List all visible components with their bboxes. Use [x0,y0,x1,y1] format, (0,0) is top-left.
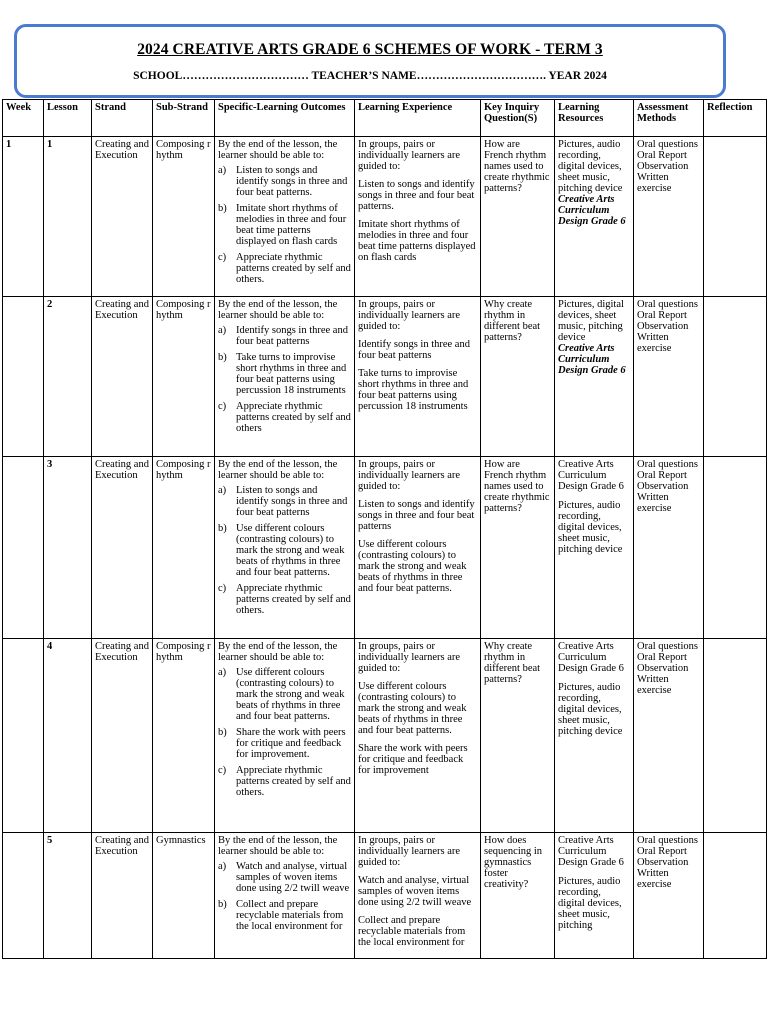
assessment-method: Observation [637,161,689,172]
sub-strand-cell: Composing rhythm [153,639,215,833]
document-title: 2024 CREATIVE ARTS GRADE 6 SCHEMES OF WORK - TERM 3 [137,41,603,58]
reflection-cell [704,297,767,457]
outcome-item [218,861,351,894]
outcomes-cell [215,639,355,833]
outcomes-intro: By the end of the lesson, the learner should be able to: [218,299,338,321]
experience-text: In groups, pairs or individually learners are guided to: [358,641,461,674]
inquiry-cell: How are French rhythm names used to create rhythmic patterns? [481,457,555,639]
experience-text: Imitate short rhythms of melodies in three and four beat time patterns displayed on flash cards [358,219,476,263]
assessment-method: Written exercise [637,674,672,696]
resources-cell [555,639,634,833]
outcome-item [218,485,351,518]
outcome-item [218,727,351,760]
strand-cell: Creating and Execution [92,639,153,833]
experience-text: Identify songs in three and four beat patterns [358,339,470,361]
outcome-marker: a) [218,861,227,872]
outcome-marker: a) [218,325,227,336]
outcomes-intro: By the end of the lesson, the learner should be able to: [218,835,338,857]
outcome-marker: b) [218,352,227,363]
experience-text: Listen to songs and identify songs in three and four beat patterns. [358,179,475,212]
inquiry-cell: Why create rhythm in different beat patterns? [481,639,555,833]
outcome-text: Appreciate rhythmic patterns created by self and others. [236,583,351,616]
assessment-method: Oral Report [637,310,687,321]
outcome-text: Listen to songs and identify songs in three and four beat patterns [236,485,348,518]
column-header: Sub-Strand [153,100,215,137]
table-row [3,297,767,457]
outcomes-intro: By the end of the lesson, the learner should be able to: [218,139,338,161]
resources-curriculum-italic: Creative Arts Curriculum Design Grade 6 [558,194,626,227]
inquiry-cell: How are French rhythm names used to create rhythmic patterns? [481,137,555,297]
assessment-method: Oral questions [637,835,698,846]
outcome-item [218,352,351,396]
assessment-method: Oral questions [637,641,698,652]
assessment-method: Oral questions [637,299,698,310]
experience-text: Collect and prepare recyclable materials from the local environment for [358,915,466,948]
outcome-item [218,401,351,434]
resources-curriculum-italic: Creative Arts Curriculum Design Grade 6 [558,343,626,376]
outcome-marker: b) [218,727,227,738]
assessment-method: Written exercise [637,332,672,354]
sub-strand-cell: Composing rhythm [153,297,215,457]
outcome-item [218,252,351,285]
reflection-cell [704,639,767,833]
assessment-method: Observation [637,481,689,492]
sub-strand-cell: Composing rhythm [153,457,215,639]
week-cell [3,833,44,959]
resources-text: Creative Arts Curriculum Design Grade 6 [558,641,624,674]
resources-text: Pictures, audio recording, digital devices, sheet music, pitching device [558,682,623,737]
outcome-marker: b) [218,203,227,214]
table-row [3,833,767,959]
schemes-of-work-table [2,99,767,959]
outcome-text: Share the work with peers for critique and feedback for improvement. [236,727,346,760]
resources-text: Pictures, audio recording, digital devices, sheet music, pitching device [558,139,623,194]
resources-text: Pictures, audio recording, digital devices, sheet music, pitching [558,876,622,931]
assessment-method: Written exercise [637,492,672,514]
resources-cell [555,137,634,297]
header-box [14,24,726,98]
resources-text: Pictures, audio recording, digital devices, sheet music, pitching device [558,500,623,555]
outcome-text: Identify songs in three and four beat patterns [236,325,348,347]
week-number: 1 [6,139,12,150]
lesson-cell [44,457,92,639]
assessment-cell [634,639,704,833]
learning-experience-cell [355,639,481,833]
lesson-cell [44,639,92,833]
assessment-method: Observation [637,857,689,868]
strand-cell: Creating and Execution [92,833,153,959]
table-row [3,457,767,639]
column-header: Strand [92,100,153,137]
assessment-method: Observation [637,663,689,674]
lesson-number: 1 [47,139,53,150]
resources-cell [555,297,634,457]
resources-text: Pictures, digital devices, sheet music, pitching device [558,299,624,343]
resources-cell [555,457,634,639]
assessment-method: Oral questions [637,139,698,150]
outcomes-list [218,861,351,932]
column-header: Learning Experience [355,100,481,137]
assessment-cell [634,297,704,457]
column-header: Learning Resources [555,100,634,137]
assessment-method: Oral Report [637,150,687,161]
outcome-marker: c) [218,252,227,263]
school-teacher-year-line: SCHOOL…………………………… TEACHER’S NAME……………………………. YEAR 2024 [133,70,607,82]
learning-experience-cell [355,457,481,639]
assessment-method: Written exercise [637,172,672,194]
outcome-item [218,523,351,578]
assessment-cell [634,833,704,959]
resources-text: Creative Arts Curriculum Design Grade 6 [558,835,624,868]
outcome-item [218,325,351,347]
outcome-text: Appreciate rhythmic patterns created by self and others [236,401,351,434]
lesson-cell [44,297,92,457]
reflection-cell [704,137,767,297]
outcome-item [218,765,351,798]
outcomes-list [218,165,351,285]
outcome-item [218,165,351,198]
learning-experience-cell [355,833,481,959]
resources-cell [555,833,634,959]
outcome-marker: c) [218,765,227,776]
week-cell [3,297,44,457]
outcomes-list [218,485,351,616]
outcome-text: Listen to songs and identify songs in three and four beat patterns. [236,165,348,198]
lesson-cell [44,137,92,297]
outcome-item [218,899,351,932]
resources-text: Creative Arts Curriculum Design Grade 6 [558,459,624,492]
assessment-method: Oral questions [637,459,698,470]
outcomes-cell [215,457,355,639]
outcome-item [218,203,351,247]
reflection-cell [704,833,767,959]
experience-text: Watch and analyse, virtual samples of woven items done using 2/2 twill weave [358,875,472,908]
outcome-marker: a) [218,485,227,496]
assessment-method: Written exercise [637,868,672,890]
outcome-marker: a) [218,667,227,678]
lesson-number: 3 [47,459,53,470]
experience-text: In groups, pairs or individually learners are guided to: [358,139,461,172]
outcome-marker: b) [218,523,227,534]
outcomes-cell [215,297,355,457]
lesson-cell [44,833,92,959]
outcome-item [218,583,351,616]
column-header: Specific-Learning Outcomes [215,100,355,137]
outcome-text: Appreciate rhythmic patterns created by self and others. [236,765,351,798]
learning-experience-cell [355,297,481,457]
assessment-cell [634,457,704,639]
experience-text: Use different colours (contrasting colours) to mark the strong and weak beats of rhythms in three and four beat patterns. [358,539,467,594]
lesson-number: 5 [47,835,53,846]
lesson-number: 2 [47,299,53,310]
outcome-marker: c) [218,583,227,594]
column-header: Week [3,100,44,137]
strand-cell: Creating and Execution [92,137,153,297]
column-header: Reflection [704,100,767,137]
outcome-text: Watch and analyse, virtual samples of woven items done using 2/2 twill weave [236,861,350,894]
outcome-marker: b) [218,899,227,910]
lesson-number: 4 [47,641,53,652]
column-header: Assessment Methods [634,100,704,137]
outcomes-cell [215,833,355,959]
outcome-text: Use different colours (contrasting colours) to mark the strong and weak beats of rhythms in three and four beat patterns. [236,667,345,722]
experience-text: Use different colours (contrasting colours) to mark the strong and weak beats of rhythms in three and four beat patterns. [358,681,467,736]
sub-strand-cell: Gymnastics [153,833,215,959]
experience-text: Listen to songs and identify songs in three and four beat patterns [358,499,475,532]
assessment-cell [634,137,704,297]
week-cell [3,137,44,297]
outcome-text: Take turns to improvise short rhythms in three and four beat patterns using percussion 18 instruments [236,352,347,396]
assessment-method: Oral Report [637,470,687,481]
reflection-cell [704,457,767,639]
outcomes-list [218,667,351,798]
column-header: Key Inquiry Question(S) [481,100,555,137]
experience-text: In groups, pairs or individually learners are guided to: [358,459,461,492]
outcome-item [218,667,351,722]
outcome-text: Use different colours (contrasting colours) to mark the strong and weak beats of rhythms in three and four beat patterns. [236,523,345,578]
week-cell [3,457,44,639]
outcome-marker: a) [218,165,227,176]
outcomes-list [218,325,351,434]
strand-cell: Creating and Execution [92,297,153,457]
table-header-row [3,100,767,137]
experience-text: Take turns to improvise short rhythms in three and four beat patterns using percussion 18 instruments [358,368,469,412]
inquiry-cell: Why create rhythm in different beat patterns? [481,297,555,457]
week-cell [3,639,44,833]
assessment-method: Oral Report [637,652,687,663]
experience-text: In groups, pairs or individually learners are guided to: [358,835,461,868]
assessment-method: Observation [637,321,689,332]
column-header: Lesson [44,100,92,137]
strand-cell: Creating and Execution [92,457,153,639]
experience-text: Share the work with peers for critique and feedback for improvement [358,743,468,776]
assessment-method: Oral Report [637,846,687,857]
sub-strand-cell: Composing rhythm [153,137,215,297]
outcome-marker: c) [218,401,227,412]
outcome-text: Appreciate rhythmic patterns created by self and others. [236,252,351,285]
table-row [3,639,767,833]
table-row [3,137,767,297]
learning-experience-cell [355,137,481,297]
outcomes-cell [215,137,355,297]
outcomes-intro: By the end of the lesson, the learner should be able to: [218,641,338,663]
outcome-text: Collect and prepare recyclable materials from the local environment for [236,899,344,932]
outcomes-intro: By the end of the lesson, the learner should be able to: [218,459,338,481]
inquiry-cell: How does sequencing in gymnastics foster creativity? [481,833,555,959]
outcome-text: Imitate short rhythms of melodies in three and four beat time patterns displayed on flash cards [236,203,347,247]
experience-text: In groups, pairs or individually learners are guided to: [358,299,461,332]
